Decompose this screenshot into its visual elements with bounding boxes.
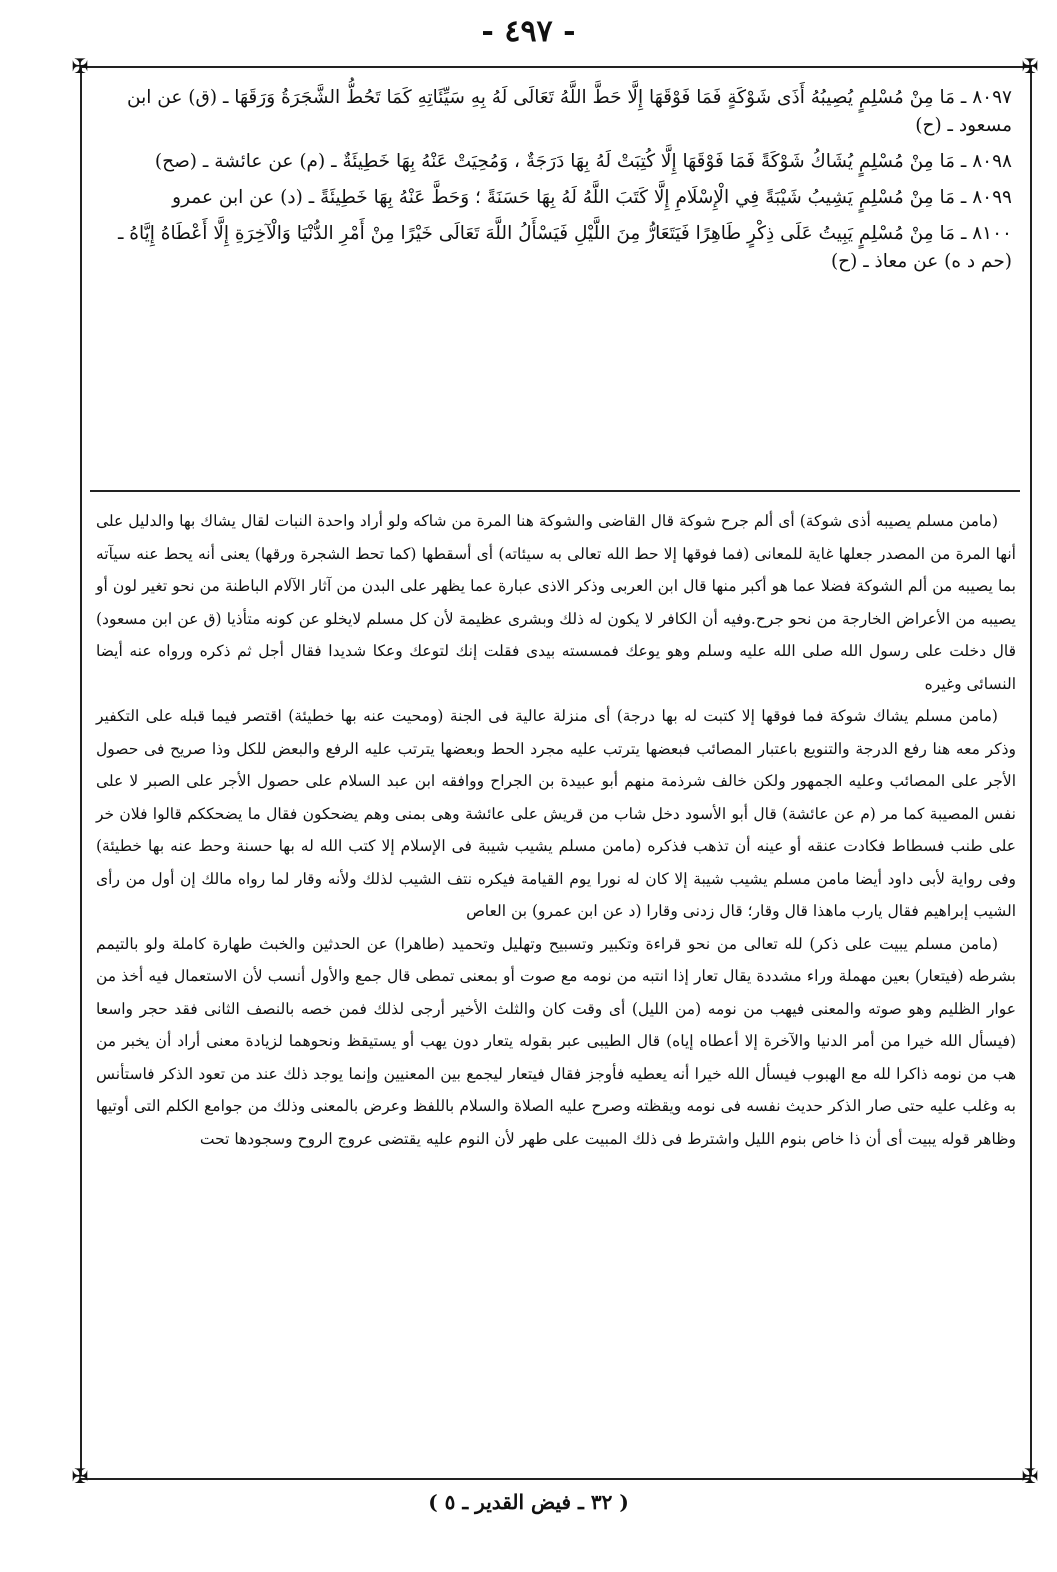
commentary-section	[96, 505, 1016, 1465]
hadith-section	[100, 84, 1012, 484]
hadith-entry	[100, 184, 1012, 212]
hadith-entry	[100, 148, 1012, 176]
commentary-paragraph: (مامن مسلم يبيت على ذكر) لله تعالى من نحو قراءة وتكبير وتسبيح وتهليل وتحميد (طاهرا) عن الحدثين والخبث طهارة كاملة ولو بالتيمم بشرطه (فيتعار) بعين مهملة وراء مشددة يقال تعار إذا انتبه من نومه مع صوت أو بمعنى تمطى قال جمع والأول أنسب لأن الاستعمال فيه أخذ من عوار الظليم وهو صوته والمعنى فيهب من نومه (من الليل) أى وقت كان والثلث الأخير أرجى لذلك فمن خصه بالنصف الثانى فقد حجر واسعا (فيسأل الله خيرا من أمر الدنيا والآخرة إلا أعطاه إياه) قال الطيبى عبر بقوله يتعار دون يهب أو يستيقظ ونحوهما لزيادة معنى أراد أن يخبر من هب من نومه ذاكرا لله مع الهبوب فيسأل الله خيرا أنه يعطيه فأوجز فقال فيتعار ليجمع بين المعنيين وإنما يوجد ذلك عند من تعود الذكر فاستأنس به وغلب عليه حتى صار الذكر حديث نفسه فى نومه ويقظته وصرح عليه الصلاة والسلام باللفظ وعرض بالمعنى وذلك من جوامع الكلم التى أوتيها وظاهر قوله يبيت أى أن ذا خاص بنوم الليل واشترط فى ذلك المبيت على طهر لأن النوم عليه يقتضى عروج الروح وسجودها تحت	[96, 934, 1016, 1148]
hadith-number: ٨٠٩٩	[972, 187, 1012, 208]
hadith-text: ـ مَا مِنْ مُسْلِمٍ يُصِيبُهُ أَذَى شَوْكَةٍ فَمَا فَوْقَهَا إِلَّا حَطَّ اللَّهُ تَعَالَى لَهُ بِهِ سَيِّئَاتِهِ كَمَا تَحُطُّ الشَّجَرَةُ وَرَقَهَا ـ (ق) عن ابن مسعود ـ (ح)	[127, 87, 1012, 136]
corner-ornament-top-right: ✠	[1021, 54, 1039, 78]
hadith-entry	[100, 84, 1012, 140]
hadith-text: ـ مَا مِنْ مُسْلِمٍ يَشِيبُ شَيْبَةً فِي الْإِسْلَامِ إِلَّا كَتَبَ اللَّهُ لَهُ بِهَا حَسَنَةً ؛ وَحَطَّ عَنْهُ بِهَا خَطِيئَةً ـ (د) عن ابن عمرو	[172, 187, 967, 208]
corner-ornament-bottom-right: ✠	[1021, 1464, 1039, 1488]
commentary-paragraph: (مامن مسلم يصيبه أذى شوكة) أى ألم جرح شوكة قال القاضى والشوكة هنا المرة من شاكه ولو أراد واحدة النبات لقال يشاك بها والدليل على أنها المرة من المصدر جعلها غاية للمعانى (فما فوقها إلا حط الله تعالى به سيئاته) أى أسقطها (كما تحط الشجرة ورقها) يعنى أنه يحط عنه سيآته بما يصيبه من ألم الشوكة فضلا عما هو أكبر منها قال ابن العربى وذكر الاذى عبارة عما يظهر على البدن من آثار الآلام الباطنة من نحو تغير لون أو يصيبه من الأعراض الخارجة من نحو جرح.وفيه أن الكافر لا يكون له ذلك وبشرى عظيمة لأن كل مسلم لايخلو عن كونه متأذيا (ق عن ابن مسعود) قال دخلت على رسول الله صلى الله عليه وسلم وهو يوعك فمسسته بيدى فقلت إنك لتوعك وعكا شديدا فقال أجل ثم ذكره ورواه عنه أيضا النسائى وغيره	[96, 512, 1016, 693]
hadith-number: ٨٠٩٨	[972, 151, 1012, 172]
hadith-entry	[100, 220, 1012, 276]
corner-ornament-top-left: ✠	[71, 54, 89, 78]
hadith-number: ٨١٠٠	[972, 223, 1012, 244]
frame-right-rule	[1030, 66, 1032, 1476]
hadith-text: ـ مَا مِنْ مُسْلِمٍ يَبِيتُ عَلَى ذِكْرٍ طَاهِرًا فَيَتَعَارُّ مِنَ اللَّيْلِ فَيَسْأَلُ اللَّهَ تَعَالَى خَيْرًا مِنْ أَمْرِ الدُّنْيَا وَالْآخِرَةِ إِلَّا أَعْطَاهُ إِيَّاهُ ـ (حم د ه) عن معاذ ـ (ح)	[117, 223, 1012, 272]
corner-ornament-bottom-left: ✠	[71, 1464, 89, 1488]
commentary-paragraph: (مامن مسلم يشاك شوكة فما فوقها إلا كتبت له بها درجة) أى منزلة عالية فى الجنة (ومحيت عنه بها خطيئة) اقتصر فيما قبله على التكفير وذكر معه هنا رفع الدرجة والتنويع باعتبار المصائب فبعضها يترتب عليه مجرد الحط وبعضها يترتب عليه الرفع والبعض للكل وذا صريح فى حصول الأجر على المصائب وعليه الجمهور ولكن خالف شرذمة منهم أبو عبيدة بن الجراح ووافقه ابن عبد السلام على حصول الأجر على الصبر لا على نفس المصيبة كما مر (م عن عائشة) قال أبو الأسود دخل شاب من قريش على عائشة وهى بمنى وهم يضحكون فقال ما يضحككم قالوا فلان خر على طنب فسطاط فكادت عنقه أو عينه أن تذهب فذكره (مامن مسلم يشيب شيبة فى الإسلام إلا كتب الله له بها حسنة وحط عنه بها خطيئة) وفى رواية لأبى داود أيضا مامن مسلم يشيب شيبة إلا كان له نورا يوم القيامة فيكره نتف الشيب لذلك ولأنه وقار لما رواه مالك إن أول من رأى الشيب إبراهيم فقال يارب ماهذا قال وقار؛ قال زدنى وقارا (د عن ابن عمرو) بن العاص	[96, 707, 1016, 920]
page-number: - ٤٩٧ -	[481, 14, 576, 49]
section-divider	[90, 490, 1020, 492]
frame-left-rule	[80, 66, 82, 1476]
hadith-number: ٨٠٩٧	[972, 87, 1012, 108]
hadith-text: ـ مَا مِنْ مُسْلِمٍ يُشَاكُ شَوْكَةً فَمَا فَوْقَهَا إِلَّا كُتِبَتْ لَهُ بِهَا دَرَجَةٌ ، وَمُحِيَتْ عَنْهُ بِهَا خَطِيئَةٌ ـ (م) عن عائشة ـ (صح)	[154, 151, 967, 172]
page-footer: ( ٣٢ ـ فيض القدير ـ ٥ )	[428, 1490, 629, 1514]
